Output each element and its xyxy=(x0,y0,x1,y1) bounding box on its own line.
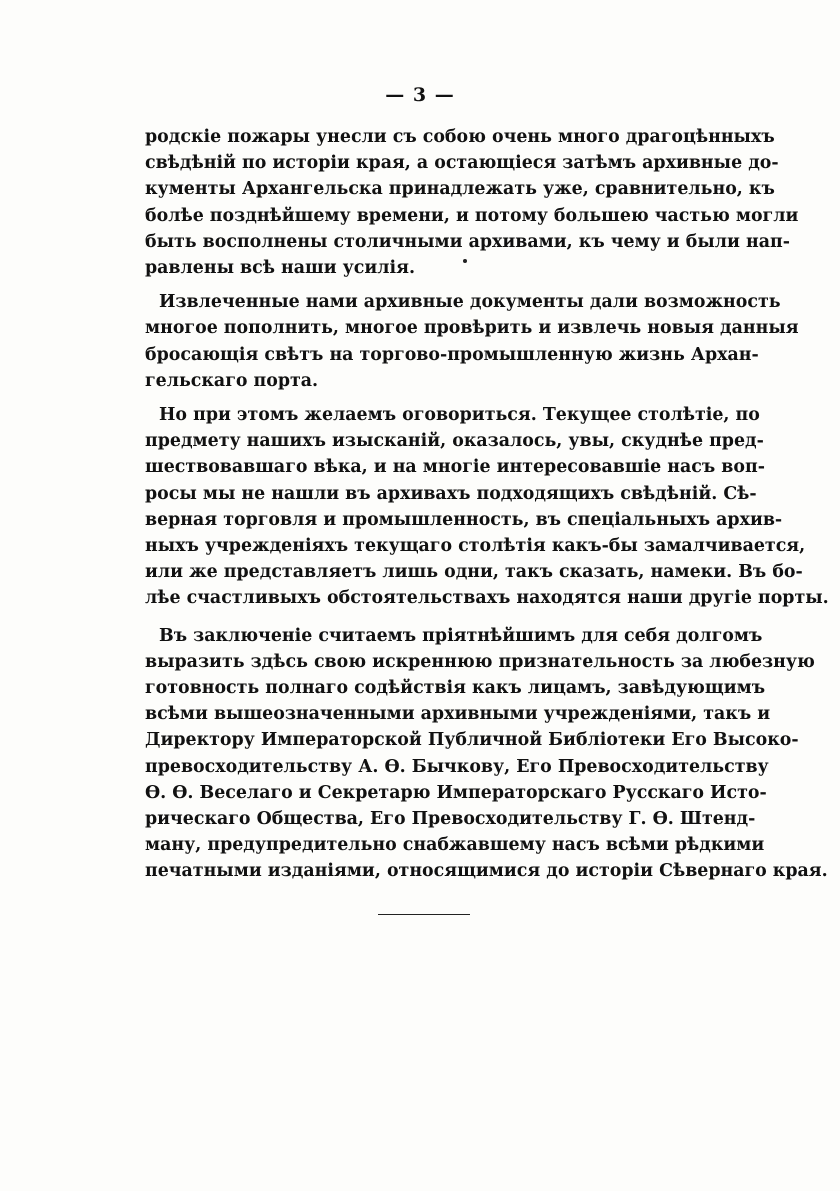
text-line: бросающія свѣтъ на торгово-промышленную жизнь Архан- xyxy=(145,344,759,365)
text-line: ману, предупредительно снабжавшему насъ всѣми рѣдкими xyxy=(145,835,765,856)
text-line: кументы Архангельска принадлежать уже, сравнительно, къ xyxy=(145,179,775,200)
text-line: быть восполнены столичными архивами, къ чему и были нап- xyxy=(145,231,790,252)
text-line: готовность полнаго содѣйствія какъ лицамъ, завѣдующимъ xyxy=(145,678,766,699)
text-line: свѣдѣній по исторіи края, а остающіеся затѣмъ архивные до- xyxy=(145,153,779,174)
text-line: рическаго Общества, Его Превосходительству Г. Ѳ. Штенд- xyxy=(145,809,756,830)
text-line: всѣми вышеозначенными архивными учрежденіями, такъ и xyxy=(145,704,771,725)
text-line: Но при этомъ желаемъ оговориться. Текущее столѣтіе, по xyxy=(159,405,760,426)
text-line: лѣе счастливыхъ обстоятельствахъ находятся наши другіе порты. xyxy=(145,588,829,609)
paragraph-4 xyxy=(145,623,828,885)
text-line: или же представляетъ лишь одни, такъ сказать, намеки. Въ бо- xyxy=(145,562,803,583)
text-line: верная торговля и промышленность, въ спеціальныхъ архив- xyxy=(145,509,783,530)
text-line: предмету нашихъ изысканій, оказалось, увы, скуднѣе пред- xyxy=(145,431,764,452)
text-line: многое пополнить, многое провѣрить и извлечь новыя данныя xyxy=(145,318,799,339)
text-line: Ѳ. Ѳ. Веселаго и Секретарю Императорскаго Русскаго Исто- xyxy=(145,782,767,803)
text-line: болѣе позднѣйшему времени, и потому большею частью могли xyxy=(145,205,799,226)
text-line: печатными изданіями, относящимися до исторіи Сѣвернаго края. xyxy=(145,861,828,882)
text-line: Директору Императорской Публичной Библіотеки Его Высоко- xyxy=(145,730,799,751)
text-line: родскіе пожары унесли съ собою очень много драгоцѣнныхъ xyxy=(145,127,775,147)
body-text xyxy=(145,124,829,885)
text-line: росы мы не нашли въ архивахъ подходящихъ свѣдѣній. Сѣ- xyxy=(145,483,757,504)
paragraph-2 xyxy=(145,289,799,394)
text-line: гельскаго порта. xyxy=(145,370,319,391)
ink-speck xyxy=(463,259,467,263)
paragraph-3 xyxy=(145,402,829,612)
paragraph-1 xyxy=(145,124,799,281)
text-line: Въ заключеніе считаемъ пріятнѣйшимъ для себя долгомъ xyxy=(159,625,763,646)
text-line: Извлеченные нами архивные документы дали возможность xyxy=(159,292,781,313)
text-line: превосходительству А. Ѳ. Бычкову, Его Превосходительству xyxy=(145,756,769,777)
text-line: шествовавшаго вѣка, и на многіе интересовавшіе насъ воп- xyxy=(145,457,765,478)
page-number: — 3 — xyxy=(385,84,455,106)
section-divider xyxy=(378,914,470,915)
text-line: выразить здѣсь свою искреннюю признательность за любезную xyxy=(145,651,815,672)
text-line: ныхъ учрежденіяхъ текущаго столѣтія какъ-бы замалчивается, xyxy=(145,536,806,557)
text-line: равлены всѣ наши усилія. xyxy=(145,258,416,279)
